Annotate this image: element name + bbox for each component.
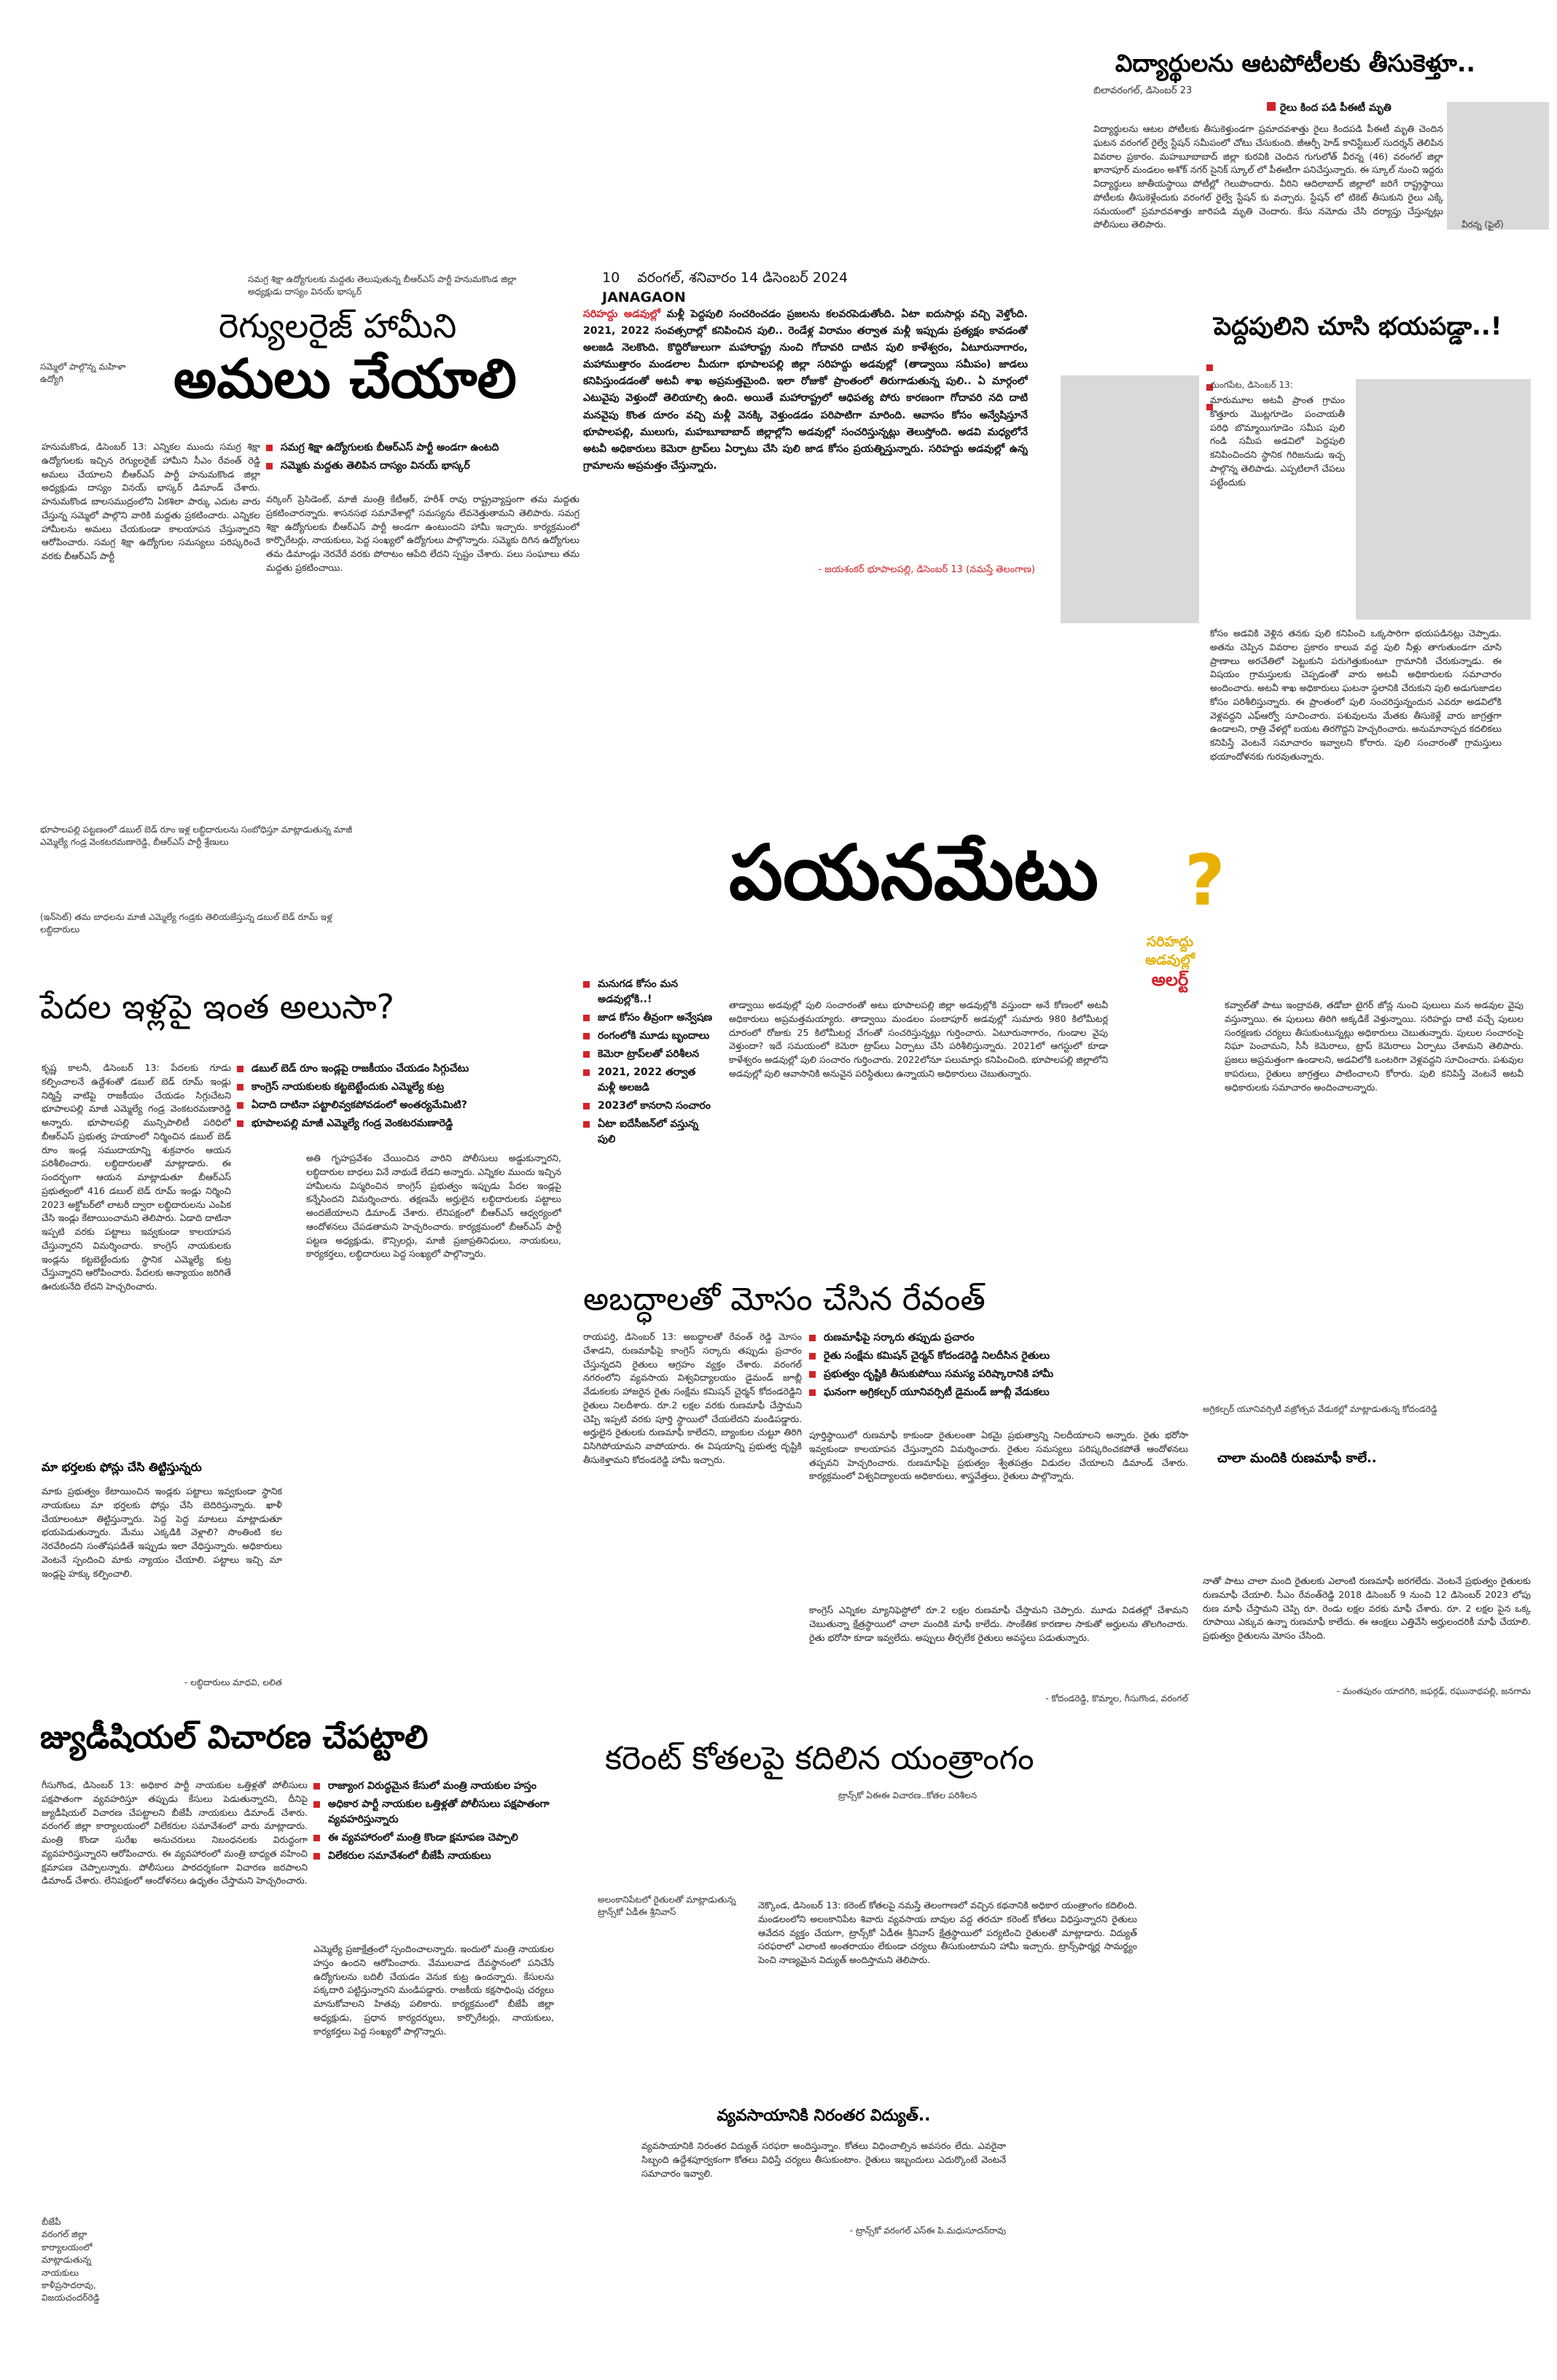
- s6-bullet: ఏటా ఐదేసీజన్‌లో వస్తున్న పులి: [583, 1117, 714, 1147]
- s5-kicker: భూపాలపల్లి పట్టణంలో డబుల్ బెడ్ రూం ఇళ్ల లబ్ధిదారులను సంబోధిస్తూ మాట్లాడుతున్న మాజీ ఎమ్మెల్యే గండ్ర వెంకటరమణారెడ్డి, బీఆర్ఎస్ పార్టీ శ్రేణులు: [40, 824, 353, 848]
- s7-bullet: రుణమాఫీపై సర్కారు తప్పుడు ప్రచారం: [809, 1330, 1188, 1346]
- s5-kicker-2: (ఇన్‌సెట్) తమ బాధలను మాజీ ఎమ్మెల్యే గండ్రకు తెలియజేస్తున్న డబుల్ బెడ్ రూమ్ ఇళ్ల లబ్ధిదారులు: [40, 912, 332, 935]
- s9-body-2: ఎమ్మెల్యే ప్రజాక్షేత్రంలో స్పందించాలన్నారు. ఇందులో మంత్రి నాయకుల హస్తం ఉందని ఆరోపించారు. వేములవాడ దేవస్థానంలో పనిచేసే ఉద్యోగులను బదిలీ చేయడం వెనుక కుట్ర ఉందన్నారు. కేసులను పక్కదారి పట్టిస్తున్నారని మండిపడ్డారు. రాజకీయ కక్షసాధింపు చర్యలు మానుకోవాలని హితవు పలికారు. కార్యక్రమంలో బీజేపీ జిల్లా అధ్యక్షుడు, ప్రధాన కార్యదర్శులు, కార్పొరేటర్లు, నాయకులు, కార్యకర్తలు పెద్ద సంఖ్యలో పాల్గొన్నారు.: [313, 1943, 554, 2037]
- s8-body: నాతో పాటు చాలా మంది రైతులకు ఎలాంటి రుణమాఫీ జరగలేదు. వెంటనే ప్రభుత్వం రైతులకు రుణమాఫీ చేయాలి. సీఎం రేవంత్‌రెడ్డి 2018 డిసెంబర్ 9 నుంచి 12 డిసెంబర్ 2023 లోపు రుణ మాఫీ చేస్తామని చెప్పి రూ. రెండు లక్షల వరకు మాఫీ చేశారు. రూ. 2 లక్షల పైన ఒక్క రూపాయి ఎక్కువ ఉన్నా రుణమాఫీ కాలేదు. ఈ ఆంక్షలు ఎత్తివేసి అర్హులందరికీ మాఫీ చేయాలి. ప్రభుత్వం రైతులను మోసం చేసింది.: [1203, 1575, 1531, 1641]
- s5-body-1: కృష్ణ కాలనీ, డిసెంబర్ 13: పేదలకు గూడు కల్పించాలనే ఉద్దేశంతో డబుల్ బెడ్ రూమ్ ఇండ్లు నిర్మిస్తే వాటిపై రాజకీయం చేయడం సిగ్గుచేటని భూపాలపల్లి మాజీ ఎమ్మెల్యే గండ్ర వెంకటరమణారెడ్డి అన్నారు. భూపాలపల్లి మున్సిపాలిటీ పరిధిలో బీఆర్ఎస్ ప్రభుత్వ హయాంలో నిర్మించిన డబుల్ బెడ్ రూం ఇండ్ల సముదాయాన్ని శుక్రవారం ఆయన పరిశీలించారు. లబ్ధిదారులతో మాట్లాడారు. ఈ సందర్భంగా ఆయన మాట్లాడుతూ బీఆర్ఎస్ ప్రభుత్వంలో 416 డబుల్ బెడ్ రూమ్ ఇండ్లు నిర్మించి 2023 అక్టోబర్‌లో లాటరీ ద్వారా లబ్ధిదారులను ఎంపిక చేసి ఇండ్లు కేటాయించామని తెలిపారు. ఏడాది దాటినా ఇప్పటి వరకు పట్టాలు ఇవ్వకుండా కాలయాపన చేస్తున్నారని విమర్శించారు. కాంగ్రెస్ నాయకులకు ఇండ్లను కట్టబెట్టేందుకు స్థానిక ఎమ్మెల్యే కుట్ర చేస్తున్నారని ఆరోపించారు. పేదలకు అన్యాయం జరిగితే ఊరుకునేది లేదని హెచ్చరించారు.: [42, 1062, 231, 1292]
- s9-caption-line: వరంగల్ జిల్లా: [42, 2229, 87, 2240]
- edition-name: JANAGAON: [602, 289, 686, 305]
- s9-caption-line: కాళీప్రసాదరావు,: [42, 2279, 96, 2290]
- s7-bullets: [809, 1330, 1188, 1403]
- s9-caption-line: మాట్లాడుతున్న: [42, 2255, 92, 2266]
- s5-bullet: భూపాలపల్లి మాజీ ఎమ్మెల్యే గండ్ర వెంకటరమణారెడ్డి: [237, 1116, 561, 1131]
- s6-badge-line: అడవుల్లో: [1145, 951, 1195, 968]
- s6-bullet: రంగంలోకి మూడు బృందాలు: [583, 1029, 714, 1044]
- s10-kicker: ట్రాన్స్‌కో ఏఈఈ విచారణ..కోతల పరిశీలన: [838, 1790, 977, 1800]
- s7-bullet: ప్రభుత్వం దృష్టికి తీసుకుపోయి సమస్య పరిష్కారానికి హామీ: [809, 1367, 1188, 1382]
- s5-bullet: ఏదాది దాటినా పట్టాలివ్వకపోవడంలో అంతర్యమేమిటి?: [237, 1098, 561, 1113]
- s6-badge-line: అలర్ట్: [1151, 969, 1189, 991]
- s2-bullets: [266, 440, 580, 477]
- s5-body-3: మాకు ప్రభుత్వం కేటాయించిన ఇండ్లకు పట్టాలు ఇవ్వకుండా స్థానిక నాయకులు మా భర్తలకు ఫోన్లు చేసి బెదిరిస్తున్నారు. ఖాళీ చేయాలంటూ తిట్టిస్తున్నారు. పెద్ద పెద్ద మాటలు మాట్లాడుతూ భయపెడుతున్నారు. మేము ఎక్కడికి వెళ్లాలి? సొంతింటి కల నెరవేరిందని సంతోషపడితే ఇప్పుడు ఇలా వేధిస్తున్నారు. అధికారులు వెంటనే స్పందించి మాకు న్యాయం చేయాలి. పట్టాలు ఇచ్చి మా ఇండ్లపై హక్కు కల్పించాలి.: [42, 1486, 282, 1579]
- s7-headline: అబద్ధాలతో మోసం చేసిన రేవంత్: [583, 1281, 986, 1318]
- s9-bullet: ఈ వ్యవహారంలో మంత్రి కొండా క్షమాపణ చెప్పాలి: [313, 1830, 554, 1846]
- s8-kicker: అగ్రికల్చర్ యూనివర్సిటీ వజ్రోత్సవ వేడుకల్లో మాట్లాడుతున్న కోదండరెడ్డి: [1203, 1404, 1437, 1414]
- s8-subhead: చాలా మందికి రుణమాఫీ కాలే..: [1217, 1451, 1377, 1466]
- s6-bullet: 2021, 2022 తర్వాత మళ్లీ అలజడి: [583, 1065, 714, 1096]
- s3-lead: [583, 306, 1028, 547]
- s9-bullets: [313, 1779, 554, 1867]
- s9-body-1: గీసుగొండ, డిసెంబర్ 13: అధికార పార్టీ నాయకుల ఒత్తిళ్లతో పోలీసులు పక్షపాతంగా వ్యవహరిస్తూ తప్పుడు కేసులు పెడుతున్నారని, దీనిపై జ్యుడీషియల్ విచారణ చేపట్టాలని బీజేపీ నాయకులు డిమాండ్ చేశారు. వరంగల్ జిల్లా కార్యాలయంలో విలేకరుల సమావేశంలో వారు మాట్లాడారు. మంత్రి కొండా సురేఖ అనుచరులు నిబంధనలకు విరుద్ధంగా వ్యవహరిస్తున్నారని ఆరోపించారు. ఈ వ్యవహారంలో మంత్రి బాధ్యత వహించి క్షమాపణ చెప్పాలన్నారు. పోలీసులు పారదర్శకంగా విచారణ జరపాలని డిమాండ్ చేశారు. లేనిపక్షంలో ఆందోళనలు ఉధృతం చేస్తామని హెచ్చరించారు.: [42, 1779, 308, 1887]
- s1-photo-caption: వీరన్న (ఫైల్): [1462, 219, 1504, 230]
- s8-photo: [1203, 1447, 1531, 1448]
- s9-bullet: అధికార పార్టీ నాయకుల ఒత్తిళ్లతో పోలీసులు పక్షపాతంగా వ్యవహరిస్తున్నారు: [313, 1797, 554, 1827]
- s9-caption-line: బీజేపీ: [42, 2217, 61, 2227]
- s6-bullet: మనుగడ కోసం మన అడవుల్లోకి..!: [583, 977, 714, 1007]
- s10-body-2: వ్యవసాయానికి నిరంతర విద్యుత్ సరఫరా అందిస్తున్నాం. కోతలు విధించాల్సిన అవసరం లేదు. ఎవరైనా సిబ్బంది ఉద్దేశపూర్వకంగా కోతలు విధిస్తే చర్యలు తీసుకుంటాం. రైతులు ఇబ్బందులు ఎదుర్కొంటే వెంటనే సమాచారం ఇవ్వాలి.: [641, 2140, 1006, 2179]
- s9-caption-line: విజయచందర్‌రెడ్డి: [42, 2293, 100, 2303]
- s3-lead-body: మళ్లీ పెద్దపులి సంచరించడం ప్రజలను కలవరపెడుతోంది. ఏటా ఐదుసార్లు వచ్చి వెళ్తోంది. 2021, 2022 సంవత్సరాల్లో కనిపించిన పులి.. రెండేళ్ల విరామం తర్వాత మళ్లీ ఇప్పుడు ప్రత్యక్షం కావడంతో అలజడి నెలకొంది. కొద్దిరోజులుగా మహారాష్ట్ర నుంచి గోదావరి దాటిన పులి కాళేశ్వరం, ఏటూరునాగారం, మహాముత్తారం మండలాల మీదుగా భూపాలపల్లి జిల్లా సరిహద్దు అడవుల్లో (తాడ్వాయి సమీపం) జాడలు కనిపిస్తుండడంతో అటవీ శాఖ అప్రమత్తమైంది. ఇలా రోజుకో ప్రాంతంలో తిరుగాడుతున్న పులి.. ఏ మార్గంలో ఎటువైపు వెళ్తుందో తెలియాల్సి ఉంది. అయితే మహారాష్ట్రలో ఆధిపత్య పోరు కారణంగా గోదావరి నది దాటి మనవైపు కొంత దూరం వచ్చి మళ్లీ వెనక్కి వెళ్తుండడం పరిపాటిగా మారింది. ఆవాసం కోసం అన్వేషిస్తూనే భూపాలపల్లి, ములుగు, మహబూబాబాద్ జిల్లాల్లోని అడవుల్లో సంచరిస్తున్నట్లు తెలుస్తోంది. అడవి మధ్యలోనే అటవీ అధికారులు కెమెరా ట్రాప్‌లు ఏర్పాటు చేసి పులి జాడ కోసం ప్రయత్నిస్తున్నారు. సరిహద్దు అడవుల్లో ఉన్న గ్రామాలను అప్రమత్తం చేస్తున్నారు.: [583, 308, 1028, 472]
- s2-headline-2: అమలు చేయాలి: [173, 348, 517, 410]
- folio-date: వరంగల్, శనివారం 14 డిసెంబర్ 2024: [637, 270, 848, 286]
- s10-headline: కరెంట్ కోతలపై కదిలిన యంత్రాంగం: [605, 1740, 1034, 1777]
- s3-byline: - జయశంకర్ భూపాలపల్లి, డిసెంబర్ 13 (నమస్తే తెలంగాణ): [818, 564, 1035, 575]
- s10-photo-caption: అలంకానిపేటలో రైతులతో మాట్లాడుతున్న ట్రాన్స్‌కో ఏడీఈ శ్రీనివాస్: [598, 1895, 736, 1918]
- s8-byline: - మంతపురం యాదగిరి, జఫర్గఢ్, రఘునాథపల్లి, జనగామ: [1336, 1686, 1531, 1696]
- folio: [602, 270, 894, 305]
- s9-caption: [42, 2216, 129, 2305]
- s4-body-narrow: మారుమూల అటవీ ప్రాంత గ్రామం కొత్తూరు మొట్లగూడెం పంచాయతీ పరిధి బొమ్మాయిగూడెం సమీప పులి గండి సమీప అడవిలో పెద్దపులి కనిపించిందని స్థానిక గిరిజనుడు ఇచ్చ పాల్గొన్న తెలిపాడు. ఎప్పటిలాగే చేపలు పట్టేందుకు: [1210, 394, 1345, 488]
- s7-body-3: కాంగ్రెస్ ఎన్నికల మ్యానిఫెస్టోలో రూ.2 లక్షల రుణమాఫీ చేస్తామని చెప్పారు. మూడు విడతల్లో చేశామని చెబుతున్నా క్షేత్రస్థాయిలో చాలా మందికి మాఫీ కాలేదు. సాంకేతిక కారణాల సాకుతో అర్హులను తొలగించారు. రైతు భరోసా కూడా ఇవ్వలేదు. అప్పులు తీర్చలేక రైతులు అవస్థలు పడుతున్నారు.: [809, 1604, 1188, 1643]
- s9-bullet: రాజ్యాంగ విరుద్ధమైన కేసులో మంత్రి నాయకుల హస్తం: [313, 1779, 554, 1794]
- s4-dateline: మంగపేట, డిసెంబర్ 13:: [1210, 380, 1293, 390]
- s6-badge-line: సరిహద్దు: [1146, 934, 1194, 950]
- s6-badge: [1126, 933, 1214, 992]
- s9-caption-line: కార్యాలయంలో: [42, 2242, 93, 2252]
- s5-bullet: డబుల్ బెడ్ రూం ఇండ్లపై రాజకీయం చేయడం సిగ్గుచేటు: [237, 1061, 561, 1077]
- s6-bullets: [583, 977, 714, 1150]
- s9-bullet: విలేకరుల సమావేశంలో బీజేపీ నాయకులు: [313, 1849, 554, 1864]
- s6-bullet: 2023లో కానరాని సంచారం: [583, 1099, 714, 1114]
- s6-body-1: తాడ్వాయి అడవుల్లో పులి సంచారంతో అటు భూపాలపల్లి జిల్లా అడవుల్లోకి వస్తుందా అనే కోణంలో అటవీ అధికారులు అప్రమత్తమయ్యారు. తాడ్వాయి మండలం పంబాపూర్ అడవుల్లో సుమారు 980 కిలోమీటర్ల దూరంలో రోజుకు 25 కిలోమీటర్ల వేగంతో సంచరిస్తున్నట్లు గుర్తించారు. ఏటూరునాగారం, గుండాల వైపు వెళ్తుందా? ఇదే సమయంలో కెమెరా ట్రాప్‌లు ఏర్పాటు చేసి పరిశీలిస్తున్నారు. 2021లో ఆగస్టులో కూడా కాళేశ్వరం అడవుల్లో పులి సంచారం గుర్తించారు. 2022లోనూ పలుమార్లు కనిపించింది. భూపాలపల్లి జిల్లాలోని అడవుల్లో పులి ఆవాసానికి అనువైన పరిస్థితులు ఉన్నాయని అధికారులు చెబుతున్నారు.: [729, 999, 1108, 1079]
- s2-side-kicker: సమ్మెలో పాల్గొన్న మహిళా ఉద్యోగి: [40, 362, 126, 385]
- s4-body-wide: కోసం అడవికి వెళ్లిన తనకు పులి కనిపించి ఒక్కసారిగా భయపడినట్లు చెప్పాడు. అతను చెప్పిన వివరాల ప్రకారం కాలువ వద్ద పులి నీళ్లు తాగుతుండగా చూసి ప్రాణాలు అరచేతిలో పెట్టుకుని పరుగెత్తుకుంటూ గ్రామానికి చేరుకున్నాడు. ఈ విషయం గ్రామస్తులకు చెప్పడంతో వారు అటవీ అధికారులకు సమాచారం అందించారు. అటవీ శాఖ అధికారులు ఘటనా స్థలానికి చేరుకుని పులి అడుగుజాడల కోసం పరిశీలిస్తున్నారు. ఈ ప్రాంతంలో పులి సంచరిస్తున్నందున ఎవరూ అడవిలోకి వెళ్లవద్దని ఎఫ్ఆర్వో సూచించారు. పశువులను మేతకు తీసుకెళ్లే వారు జాగ్రత్తగా ఉండాలని, రాత్రి వేళల్లో బయట తిరగొద్దని హెచ్చరించారు. అనుమానాస్పద కదలికలు కనిపిస్తే వెంటనే సమాచారం ఇవ్వాలని కోరారు. పులి సంచారంతో గ్రామస్తులు భయాందోళనకు గురవుతున్నారు.: [1210, 628, 1502, 762]
- s1-headline: విద్యార్థులను ఆటపోటీలకు తీసుకెళ్తూ..: [1115, 49, 1475, 77]
- s5-headline: పేదల ఇళ్లపై ఇంత అలుసా?: [40, 987, 394, 1026]
- s5-bullets: [237, 1061, 561, 1134]
- s4-headline: పెద్దపులిని చూసి భయపడ్డా..!: [1214, 312, 1502, 341]
- s2-bullet: సమగ్ర శిక్షా ఉద్యోగులకు బీఆర్ఎస్ పార్టీ అండగా ఉంటది: [266, 440, 580, 456]
- s2-kicker: సమగ్ర శిక్షా ఉద్యోగులకు మద్దతు తెలుపుతున్న బీఆర్ఎస్ పార్టీ హనుమకొండ జిల్లా అధ్యక్షుడు దాస్యం వినయ్ భాస్కర్: [248, 274, 517, 297]
- s1-photo: [1447, 102, 1549, 230]
- s9-headline: జ్యుడీషియల్ విచారణ చేపట్టాలి: [40, 1719, 429, 1756]
- s4-photo: [1061, 375, 1199, 623]
- s1-body: విద్యార్థులను ఆటల పోటీలకు తీసుకెళ్తుండగా ప్రమాదవశాత్తు రైలు కిందపడి పీఈటీ మృతి చెందిన ఘటన వరంగల్ రైల్వే స్టేషన్ సమీపంలో చోటు చేసుకుంది. జీఆర్పీ హెడ్ కానిస్టేబుల్ సుదర్శన్ తెలిపిన వివరాల ప్రకారం. మహబూబాబాద్ జిల్లా కురవికి చెందిన గుగులోత్ వీరన్న (46) వరంగల్ జిల్లా ఖానాపూర్ మండలం అశోక్ నగర్ సైనిక్ స్కూల్ లో పీఈటీగా పనిచేస్తున్నారు. ఈ స్కూల్ నుంచి ఇద్దరు విద్యార్థులు జాతీయస్థాయి పోటీల్లో గెలుపొందారు. వీరిని ఆదిలాబాద్ జిల్లాలో జరిగే రాష్ట్రస్థాయి పోటీలకు తీసుకెళ్లేందుకు వరంగల్ రైల్వే స్టేషన్ కు వచ్చారు. స్టేషన్ లో టికెట్ తీసుకుని రైలు ఎక్కే సమయంలో ప్రమాదవశాత్తు జారిపడి మృతి చెందారు. కేసు నమోదు చేసి దర్యాప్తు చేస్తున్నట్లు పోలీసులు తెలిపారు.: [1093, 123, 1443, 230]
- s5-body-2: అతి గృహప్రవేశం చేయించిన వారిని పోలీసులు అడ్డుకున్నారని, లబ్ధిదారుల బాధలు వినే నాథుడే లేడని అన్నారు. ఎన్నికల ముందు ఇచ్చిన హామీలను విస్మరించిన కాంగ్రెస్ ప్రభుత్వం ఇప్పుడు పేదల ఇండ్లపై కన్నేసిందని విమర్శించారు. తక్షణమే అర్హులైన లబ్ధిదారులకు పట్టాలు అందజేయాలని డిమాండ్ చేశారు. లేనిపక్షంలో బీఆర్ఎస్ ఆధ్వర్యంలో ఆందోళనలు చేపడతామని హెచ్చరించారు. కార్యక్రమంలో బీఆర్ఎస్ పార్టీ పట్టణ అధ్యక్షుడు, కౌన్సిలర్లు, మాజీ ప్రజాప్రతినిధులు, నాయకులు, కార్యకర్తలు, లబ్ధిదారులు పెద్ద సంఖ్యలో పాల్గొన్నారు.: [306, 1152, 561, 1260]
- s5-byline: - లబ్ధిదారులు మాధవి, లలిత: [184, 1677, 282, 1688]
- s6-headline: పయనమేటు: [729, 828, 1099, 917]
- s10-body-1: నెక్కొండ, డిసెంబర్ 13: కరెంట్ కోతలపై నమస్తే తెలంగాణలో వచ్చిన కథనానికి అధికార యంత్రాంగం కదిలింది. మండలంలోని అలంకానిపేట శివారు వ్యవసాయ బావుల వద్ద తరచూ కరెంట్ కోతలు విధిస్తున్నారని రైతులు ఆవేదన వ్యక్తం చేయగా, ట్రాన్స్‌కో ఏడీఈ శ్రీనివాస్ క్షేత్రస్థాయిలో పర్యటించి రైతులతో మాట్లాడారు. విద్యుత్ సరఫరాలో ఎలాంటి అంతరాయం లేకుండా చర్యలు తీసుకుంటామని హామీ ఇచ్చారు. ట్రాన్స్‌ఫార్మర్ల సామర్థ్యం పెంచి నాణ్యమైన విద్యుత్ అందిస్తామని తెలిపారు.: [758, 1900, 1137, 1965]
- s7-bullet: ఘనంగా అగ్రికల్చర్ యూనివర్సిటీ డైమండ్ జూబ్లీ వేడుకలు: [809, 1385, 1188, 1400]
- page-number: 10: [602, 270, 620, 286]
- s1-dateline: బిలావరంగల్, డిసెంబర్ 23: [1093, 85, 1193, 96]
- s5-subhead: మా భర్తలకు ఫోన్లు చేసి తిట్టిస్తున్నరు: [42, 1460, 202, 1474]
- s4-inset-photo: [1356, 379, 1531, 620]
- s7-byline: - కోదండరెడ్డి, కొమ్మాల, గీసుగొండ, వరంగల్: [1045, 1693, 1188, 1704]
- s7-body-1: రాయపర్తి, డిసెంబర్ 13: అబద్ధాలతో రేవంత్ రెడ్డి మోసం చేశాడని, రుణమాఫీపై కాంగ్రెస్ సర్కారు తప్పుడు ప్రచారం చేస్తున్నదని రైతులు ఆగ్రహం వ్యక్తం చేశారు. వరంగల్ నగరంలోని వ్యవసాయ విశ్వవిద్యాలయం డైమండ్ జూబ్లీ వేడుకలకు హాజరైన రైతు సంక్షేమ కమిషన్ చైర్మన్ కోదండరెడ్డిని రైతులు నిలదీశారు. రూ.2 లక్షల వరకు రుణమాఫీ చేస్తామని చెప్పి ఇప్పటి వరకు పూర్తి స్థాయిలో చేయలేదని మండిపడ్డారు. అర్హులైన రైతులకు రుణమాఫీ కాలేదని, బ్యాంకుల చుట్టూ తిరిగి విసిగిపోయామని వాపోయారు. ఈ విషయాన్ని ప్రభుత్వ దృష్టికి తీసుకెళ్తామని కోదండరెడ్డి హామీ ఇచ్చారు.: [583, 1331, 802, 1465]
- s6-question-mark: ?: [1185, 840, 1225, 921]
- s2-body-1: హనుమకొండ, డిసెంబర్ 13: ఎన్నికల ముందు సమగ్ర శిక్షా ఉద్యోగులకు ఇచ్చిన రెగ్యులరైజ్ హామీని సీఎం రేవంత్ రెడ్డి అమలు చేయాలని బీఆర్ఎస్ పార్టీ హనుమకొండ జిల్లా అధ్యక్షుడు దాస్యం వినయ్ భాస్కర్ డిమాండ్ చేశారు. హనుమకొండ బాలసముద్రంలోని ఏకశిలా పార్కు ఎదుట వారు చేస్తున్న సమ్మెలో పాల్గొని వారికి మద్దతు ప్రకటించారు. ఎన్నికల హామీలను అమలు చేయకుండా కాలయాపన చేస్తున్నారని ఆరోపించారు. సమగ్ర శిక్షా ఉద్యోగుల సమస్యలు పరిష్కరించే వరకు బీఆర్ఎస్ పార్టీ: [42, 441, 260, 561]
- s3-lead-red: సరిహద్దు అడవుల్లో: [583, 308, 660, 320]
- s5-bullet: కాంగ్రెస్ నాయకులకు కట్టబెట్టేందుకు ఎమ్మెల్యే కుట్ర: [237, 1080, 561, 1095]
- s2-bullet: సమ్మెకు మద్దతు తెలిపిన దాస్యం వినయ్ భాస్కర్: [266, 459, 580, 474]
- s2-headline-1: రెగ్యులరైజ్ హామీని: [219, 306, 457, 346]
- s6-body-2: కవ్వాల్‌తో పాటు ఇంద్రావతి, తడోబా టైగర్ జోన్ల నుంచి పులులు మన అడవుల వైపు వస్తున్నాయి. ఈ పులులు తిరిగి అక్కడికే వెళ్తున్నాయి. సరిహద్దు దాటి వచ్చే పులుల సంరక్షణకు చర్యలు తీసుకుంటున్నట్లు అధికారులు చెబుతున్నారు. పులుల సంచారంపై నిఘా పెంచామని, సీసీ కెమెరాలు, ట్రాప్ కెమెరాలు ఏర్పాటు చేశామని తెలిపారు. ప్రజలు అప్రమత్తంగా ఉండాలని, అడవిలోకి ఒంటరిగా వెళ్లవద్దని సూచించారు. పశువుల కాపరులు, రైతులు జాగ్రత్తలు పాటించాలని కోరారు. పులి కనిపిస్తే వెంటనే అటవీ అధికారులకు సమాచారం అందించాలన్నారు.: [1225, 999, 1523, 1093]
- s6-bullet: జాడ కోసం తీవ్రంగా అన్వేషణ: [583, 1010, 714, 1026]
- s2-body-2: వర్కింగ్ ప్రెసిడెంట్, మాజీ మంత్రి కేటీఆర్, హరీశ్ రావు రాష్ట్రవ్యాప్తంగా తమ మద్దతు ప్రకటించారన్నారు. శాసనసభ సమావేశాల్లో సమస్యను లేవనెత్తుతామని తెలిపారు. సమగ్ర శిక్షా ఉద్యోగులకు బీఆర్ఎస్ పార్టీ అండగా ఉంటుందని హామీ ఇచ్చారు. కార్యక్రమంలో కార్పొరేటర్లు, నాయకులు, పెద్ద సంఖ్యలో ఉద్యోగులు పాల్గొన్నారు. సమ్మెకు దిగిన ఉద్యోగులు తమ డిమాండ్లు నెరవేరే వరకు పోరాటం ఆపేది లేదని స్పష్టం చేశారు. పలు సంఘాలు తమ మద్దతు ప్రకటించాయి.: [266, 493, 580, 573]
- s9-caption-line: నాయకులు: [42, 2267, 79, 2278]
- s1-subhead-text: రైలు కింద పడి పీఈటీ మృతి: [1280, 102, 1392, 114]
- s6-bullet: కెమెరా ట్రాప్‌లతో పరిశీలన: [583, 1047, 714, 1062]
- s7-bullet: రైతు సంక్షేమ కమిషన్ చైర్మన్ కోదండరెడ్డి నిలదీసిన రైతులు: [809, 1349, 1188, 1364]
- s10-byline: - ట్రాన్స్‌కో వరంగల్ ఎస్ఈ పి.మధుసూదన్‌రావు: [849, 2225, 1006, 2236]
- s10-subhead: వ్యవసాయానికి నిరంతర విద్యుత్..: [717, 2107, 931, 2125]
- s7-body-2: పూర్తిస్థాయిలో రుణమాఫీ కాకుండా రైతులంతా ఏకమై ప్రభుత్వాన్ని నిలదీయాలని అన్నారు. రైతు భరోసా ఇవ్వకుండా కాలయాపన చేస్తున్నారని విమర్శించారు. రైతుల సమస్యలు పరిష్కరించకపోతే ఆందోళనలు తప్పవని హెచ్చరించారు. రుణమాఫీపై ప్రభుత్వం శ్వేతపత్రం విడుదల చేయాలని డిమాండ్ చేశారు. కార్యక్రమంలో విశ్వవిద్యాలయ అధికారులు, శాస్త్రవేత్తలు, రైతులు పాల్గొన్నారు.: [809, 1429, 1188, 1482]
